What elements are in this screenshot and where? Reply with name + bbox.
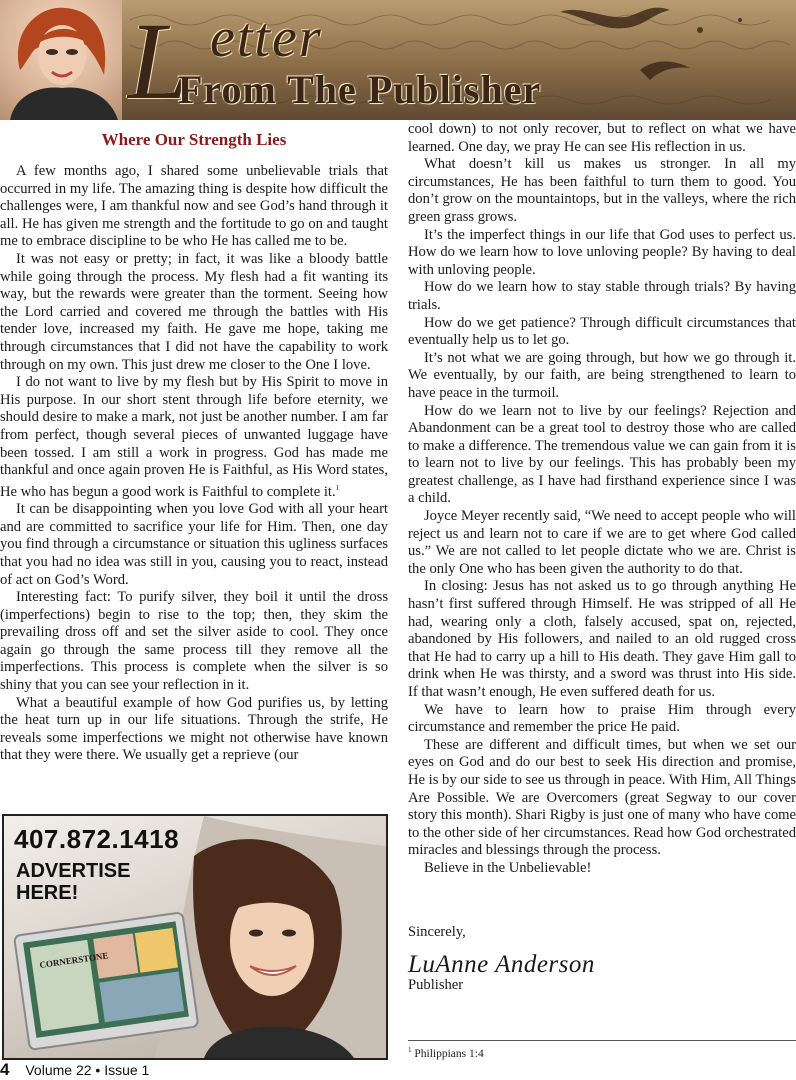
- signer-title: Publisher: [408, 977, 464, 994]
- paragraph: How do we get patience? Through difficult circumstances that eventually help us to let go.: [408, 314, 796, 349]
- paragraph: [0, 374, 388, 501]
- banner-letter-word: etter: [210, 7, 323, 69]
- publisher-banner: [0, 0, 796, 120]
- footnote-text: Philippians 1:4: [414, 1047, 484, 1060]
- article-left-column: [0, 130, 388, 765]
- paragraph: It’s the imperfect things in our life that God uses to perfect us. How do we learn how to love unloving people? By having to deal with unloving people.: [408, 226, 796, 278]
- ad-phone-number[interactable]: 407.872.1418: [14, 824, 180, 854]
- paragraph: It can be disappointing when you love God with all your heart and are committed to sacrifice your life for Him. Then, one day you find through a circumstance or situation this ugliness surfaces that you had no idea was still in you, causing you to react, instead of act on God’s Word.: [0, 501, 388, 588]
- ad-line-2: HERE!: [16, 882, 79, 904]
- page-footer: [0, 1060, 149, 1080]
- paragraph: cool down) to not only recover, but to reflect on what we have learned. One day, we pray He can see His reflection in us.: [408, 121, 796, 155]
- footnote: [408, 1046, 484, 1060]
- article-heading: Where Our Strength Lies: [101, 130, 287, 149]
- paragraph: These are different and difficult times, but when we set our eyes on God and do our best to seek His direction and promise, He is by our side to see us through in peace. With Him, All Things Are Possible. We are Overcomers (great Segway to our cover story this month). Shari Rigby is just one of many who have come to the other side of her circumstances. Read how God orchestrated miracles and blessings through the process.: [408, 736, 796, 859]
- paragraph-text: I do not want to live by my flesh but by His Spirit to move in His purpose. In our short stent through life before eternity, we should desire to make a mark, not just be another number. I am far from perfect, though several pieces of unwanted luggage have been tossed. I am still a work in progress. God has made me thankful and once again proven He is Faithful, as His Word states, He who has begun a good work is Faithful to complete it.: [0, 374, 388, 500]
- paragraph: What a beautiful example of how God purifies us, by letting the heat turn up in our life situations. Through the strife, He reveals some imperfections we might not otherwise have known that they were there. We usually get a reprieve (our: [0, 694, 388, 764]
- banner-initial-letter: L: [128, 0, 190, 120]
- footnote-number: 1: [408, 1046, 412, 1054]
- ad-line-1: ADVERTISE: [16, 860, 131, 882]
- footnote-rule: [408, 1040, 796, 1041]
- paragraph: How do we learn not to live by our feelings? Rejection and Abandonment can be a great tool to destroy those who are called to make a difference. The tremendous value we can gain from it is to learn not to live by our feelings. This has probably been my greatest challenge, as I have had firsthand experience since I was a child.: [408, 402, 796, 507]
- issue-info: Volume 22 • Issue 1: [25, 1062, 150, 1078]
- paragraph: How do we learn how to stay stable through trials? By having trials.: [408, 279, 796, 313]
- paragraph: Joyce Meyer recently said, “We need to accept people who will reject us and learn not to care if we are to get where God called us.” We are not called to let people dictate who we are. Christ is the only One who has been given the authority to do that.: [408, 508, 796, 577]
- signature: LuAnne Anderson: [408, 950, 595, 978]
- paragraph: It’s not what we are going through, but how we go through it. We eventually, by our faith, are being strengthened to learn to have peace in the turmoil.: [408, 349, 796, 401]
- ad-headline: [16, 860, 130, 904]
- closing: Sincerely,: [408, 924, 466, 940]
- signature-block: [408, 924, 796, 995]
- advertisement[interactable]: [2, 814, 388, 1060]
- publisher-portrait: [0, 0, 122, 120]
- page-number: 4: [0, 1060, 10, 1079]
- paragraph: A few months ago, I shared some unbelievable trials that occurred in my life. The amazing thing is despite how difficult the challenges were, I am thankful now and see God’s hand through it all. He has given me strength and the fortitude to go on and taught me to embrace discipline to be who He has called me to be.: [0, 163, 388, 250]
- paragraph: In closing: Jesus has not asked us to go through anything He hasn’t first suffered through Himself. He was stripped of all He had, wearing only a cloth, falsely accused, spat on, rejected, abandoned by His followers, and nailed to an old rugged cross that He had to carry up a hill to His death. They gave Him gall to drink when He was thirsty, and a sword was thrust into His side. If that wasn’t enough, He even suffered death for us.: [408, 578, 796, 700]
- article-right-column: [408, 121, 796, 878]
- paragraph: Believe in the Unbelievable!: [424, 859, 592, 876]
- paragraph: What doesn’t kill us makes us stronger. In all my circumstances, He has been faithful to turn them to good. You don’t grow on the mountaintops, but in the valleys, where the rich green grass grows.: [408, 156, 796, 225]
- footnote-marker: 1: [335, 483, 340, 492]
- paragraph: We have to learn how to praise Him through every circumstance and remember the price He paid.: [408, 701, 796, 736]
- banner-title: From The Publisher: [178, 67, 542, 112]
- paragraph: It was not easy or pretty; in fact, it was like a bloody battle while going through the process. My flesh had a fit wanting its way, but the rewards were greater than the torment. Seeing how the Lord carried and covered me through the battles with His tender love, increased my faith. He gave me hope, taking me through circumstances that I did not have the capability to work through on my own. This just drew me closer to the One I love.: [0, 250, 388, 373]
- ad-magazine-name: CORNERSTONE: [38, 950, 109, 970]
- paragraph: Interesting fact: To purify silver, they boil it until the dross (imperfections) begin to rise to the top; then, they skim the prevailing dross off and set the silver aside to cool. They once again go through the same process till they remove all the imperfections. This process is complete when the silver is so shiny that you can see your reflection in it.: [0, 589, 388, 694]
